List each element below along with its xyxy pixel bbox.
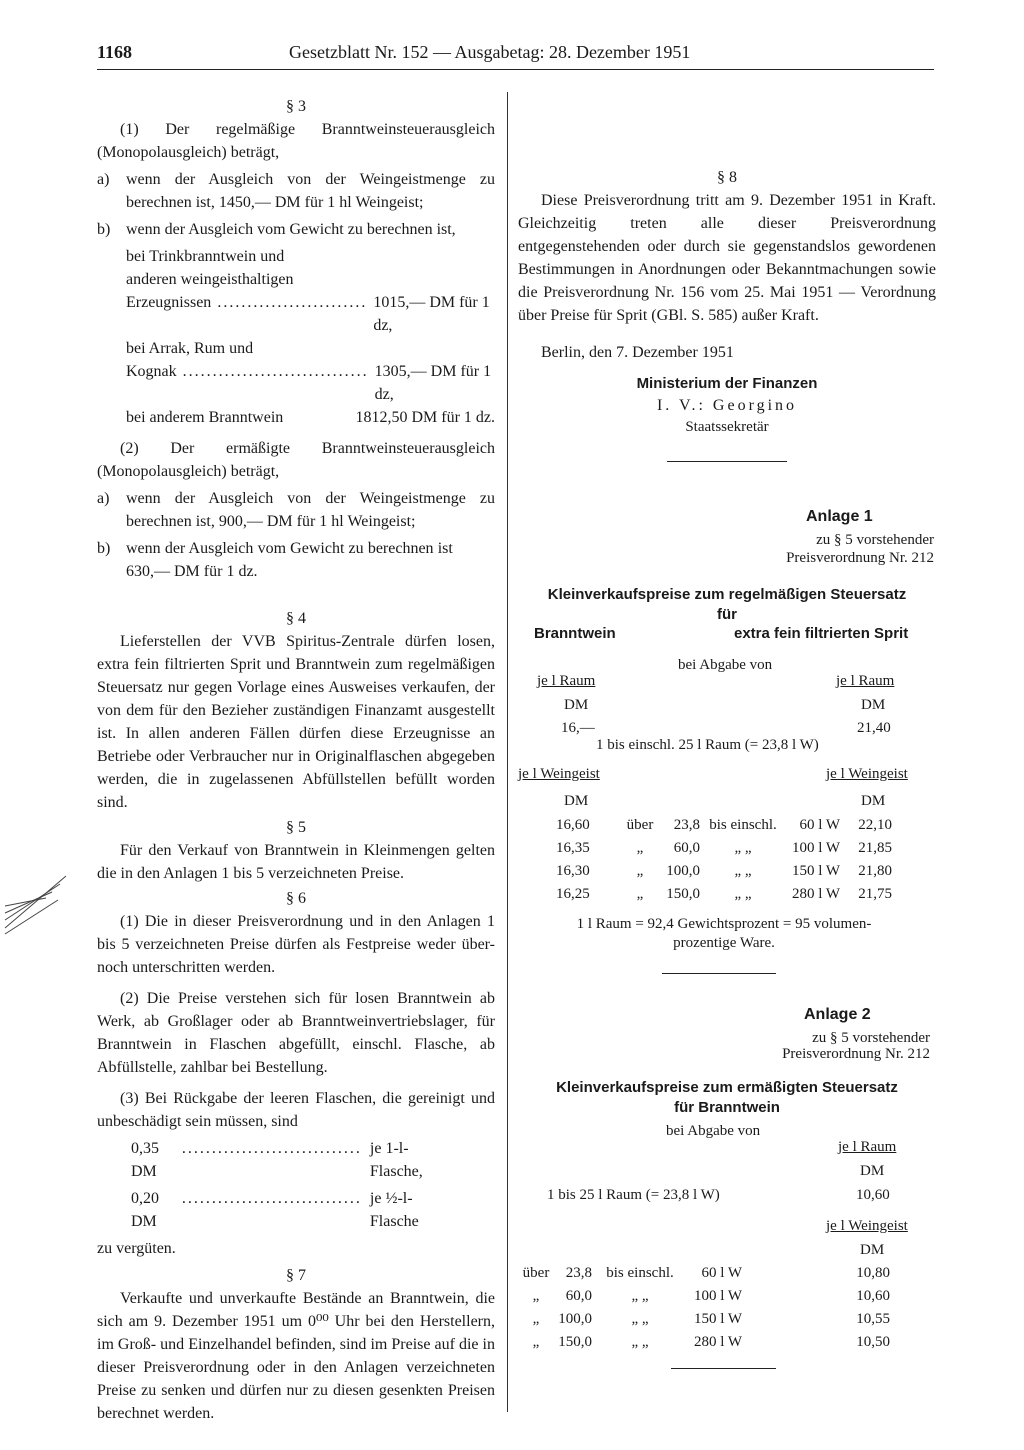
table-row <box>518 1331 934 1354</box>
section-3-rates: bei Trinkbranntwein und anderen weingeisthaltigen Erzeugnissen ......................... 1015,— DM für 1 dz, bei Arrak, Rum und Kognak ............................... 1305,— DM für 1 dz, bei anderem Branntwein 1812,50 DM für 1 dz. <box>97 245 495 429</box>
table-cell: 60 l W <box>799 817 840 833</box>
price-cell: 22,10 <box>858 817 892 833</box>
price-cell: 10,55 <box>856 1311 890 1327</box>
signature-block <box>518 374 936 437</box>
table-cell: 150,0 <box>558 1334 592 1350</box>
place-date: Berlin, den 7. Dezember 1951 <box>541 344 734 361</box>
table-cell: „ „ <box>631 1334 649 1350</box>
table-cell: 60,0 <box>673 840 700 856</box>
table-row <box>518 860 934 883</box>
table-cell: „ <box>532 1334 540 1350</box>
section-7-text: Verkaufte und unverkaufte Bestände an Branntwein, die sich am 9. Dezember 1951 um 0⁰⁰ Uhr bei den Herstellern, im Groß- und Einzelhandel befinden, sind im Preise auf die in dieser Preisverordnung oder in den Anlagen verzeichneten Preise zu senken und dürfen nur zu diesen gesenkten Preisen berechnet werden. <box>97 1290 495 1422</box>
table-cell: 280 l W <box>791 886 840 902</box>
section-6-para-2: (2) Die Preise verstehen sich für losen Branntwein ab Werk, ab Großlager oder ab Branntweinvertriebslager, für Branntwein in Flaschen abgefüllt, einschl. Flasche, ab Abfüllstelle, zahlbar bei Bestellung. <box>97 990 495 1076</box>
section-6-para-3: (3) Bei Rückgabe der leeren Flaschen, die gereinigt und unbeschädigt sein müssen, sind <box>97 1090 495 1130</box>
table-cell: 23,8 <box>673 817 700 833</box>
table-cell: 100,0 <box>666 863 700 879</box>
anlage-1-table <box>518 814 934 914</box>
table-cell: „ „ <box>734 886 752 902</box>
price-cell: 10,80 <box>856 1265 890 1281</box>
price-cell: 21,80 <box>858 863 892 879</box>
column-sprit: extra fein filtrierten Sprit <box>734 625 909 642</box>
section-5-heading: § 5 <box>286 819 306 836</box>
price-cell: 16,35 <box>556 840 590 856</box>
section-8-text: Diese Preisverordnung tritt am 9. Dezember 1951 in Kraft. Gleichzeitig treten alle dieser Preisverordnung entgegenstehenden oder durch sie gegenstandslos gewordenen Bestimmungen in Anordnungen oder Bekanntmachungen sowie die Preisverordnung Nr. 156 vom 25. Mai 1951 — Verordnung über Preise für Sprit (GBl. S. 585) außer Kraft. <box>518 192 936 324</box>
section-6-heading: § 6 <box>286 890 306 907</box>
rate-row: bei anderem Branntwein 1812,50 DM für 1 dz. <box>126 409 495 426</box>
table-cell: „ <box>636 863 644 879</box>
table-cell: bis einschl. <box>709 817 777 833</box>
table-cell: „ „ <box>734 840 752 856</box>
anlage-2-table <box>518 1262 934 1358</box>
refund-row: 0,35 DM .............................. je 1-l-Flasche, <box>131 1140 423 1180</box>
section-3-item-b: b) wenn der Ausgleich vom Gewicht zu berechnen ist, <box>97 221 456 238</box>
anlage-1-title: Anlage 1 <box>806 508 873 525</box>
table-cell: „ <box>532 1311 540 1327</box>
table-cell: über <box>522 1265 550 1281</box>
separator-rule <box>667 461 787 462</box>
column-divider <box>507 92 508 1412</box>
anlage-2-title: Anlage 2 <box>804 1006 871 1023</box>
anlage-1-heading: Kleinverkaufspreise zum regelmäßigen Steuersatz <box>547 586 907 603</box>
document-page: 1168 Gesetzblatt Nr. 152 — Ausgabetag: 28. Dezember 1951 § 3 (1) Der regelmäßige Branntweinsteuerausgleich (Monopolausgleich) beträgt, a) wenn der Ausgleich von der Weingeistmenge zu berechnen ist, 1450,— DM für 1 hl Weingeist; b) wenn der Ausgleich vom Gewicht zu berechnen ist, bei Trinkbranntwein und anderen weingeisthaltigen Erzeugnissen ......................... 1015,— DM für 1 dz, bei Arrak, Rum und Kognak ............................... 1305,— DM für 1 dz, bei anderem Branntwein 1812,50 DM für 1 dz. (2) Der ermäßigte Branntweinsteuerausgleich (Monopolausgleich) beträgt, a) wenn der Ausgleich von der Weingeistmenge zu berechnen ist, 900,— DM für 1 hl Weingeist; b) wenn der Ausgleich vom Gewicht zu berechnen ist 630,— DM für 1 dz. § 4 Lieferstellen der VVB Spiritus-Zentrale dürfen losen, extra fein filtrierten Sprit und Branntwein zum regelmäßigen Steuersatz nur gegen Vorlage eines Ausweises verkaufen, der von dem für den Bezieher zuständigen Finanzamt ausgestellt ist. In allen anderen Fällen dürfen diese Erzeugnisse an Betriebe oder Verbraucher nur in Originalflaschen abgegeben werden, die in zugelassenen Abfüllstellen befüllt worden sind. § 5 Für den Verkauf von Branntwein in Kleinmengen gelten die in den Anlagen 1 bis 5 verzeichneten Preise. § 6 (1) Die in dieser Preisverordnung und in den Anlagen 1 bis 5 verzeichneten Preise dürfen als Festpreise weder über- noch unterschritten werden. (2) Die Preise verstehen sich für losen Branntwein ab Werk, ab Großlager oder ab Branntweinvertriebslager, für Branntwein in Flaschen abgefüllt, einschl. Flasche, ab Abfüllstelle, zahlbar bei Bestellung. (3) Bei Rückgabe der leeren Flaschen, die gereinigt und unbeschädigt sein müssen, sind 0,35 DM .............................. je 1-l-Flasche, 0,20 DM .............................. je ½-l-Flasche zu vergüten. § 7 Verkaufte und unverkaufte Bestände an Branntwein, die sich am 9. Dezember 1951 um 0⁰⁰ Uhr bei den Herstellern, im Groß- und Einzelhandel befinden, sind im Preise auf die in dieser Preisverordnung oder in den Anlagen verzeichneten Preise zu senken und dürfen nur zu diesen gesenkten Preisen berechnet werden. § 8 Diese Preisverordnung tritt am 9. Dezember 1951 in Kraft. Gleichzeitig treten alle dieser Preisverordnung entgegenstehenden oder durch sie gegenstandslos gewordenen Bestimmungen in Anordnungen oder Bekanntmachungen sowie die Preisverordnung Nr. 156 vom 25. Mai 1951 — Verordnung über Preise für Sprit (GBl. S. 585) außer Kraft. Berlin, den 7. Dezember 1951 Ministerium der Finanzen I. V.: Georgino Staatssekretär Anlage 1 zu § 5 vorstehender Preisverordnung Nr. 212 Kleinverkaufspreise zum regelmäßigen Steuersatz für Branntwein extra fein filtrierten Sprit bei Abgabe von je l Raum je l Raum DM DM 16,— 21,40 1 bis einschl. 25 l Raum (= 23,8 l W) je l Weingeist je l Weingeist DM DM 16,60 über 23,8 bis einschl. 60 l W 22,10 16,35 „ 60,0 „ „ 100 l W 21,85 16,30 „ 100,0 „ „ 150 l W 21,80 16,25 „ 150,0 „ „ 280 l W 21,75 1 l Raum = 92,4 Gewichtsprozent = 95 volumen- prozentige Ware. Anlage 2 zu § 5 vorstehender Preisverordnung Nr. 212 Kleinverkaufspreise zum ermäßigten Steuersatz für Branntwein bei Abgabe von je l Raum DM 1 bis 25 l Raum (= 23,8 l W) 10,60 je l Weingeist DM über 23,8 bis einschl. 60 l W 10,80 „ 60,0 „ „ 100 l W 10,60 „ 100,0 „ „ 150 l W 10,55 „ 150,0 „ „ 280 l W 10,50 <box>0 0 1024 1450</box>
left-column <box>97 95 495 1425</box>
price-cell: 10,60 <box>856 1288 890 1304</box>
rate-row: Kognak ............................... 1305,— DM für 1 dz, <box>126 363 492 403</box>
table-row <box>518 1285 934 1308</box>
signer-role: Staatssekretär <box>685 419 769 435</box>
right-column <box>518 96 936 462</box>
section-3-heading: § 3 <box>286 98 306 115</box>
table-row <box>518 814 934 837</box>
table-row <box>518 1262 934 1285</box>
margin-mark <box>0 870 70 940</box>
price-cell: 10,60 <box>856 1187 890 1203</box>
table-cell: 100,0 <box>558 1311 592 1327</box>
table-cell: „ „ <box>734 863 752 879</box>
section-3-para-1: (1) Der regelmäßige Branntweinsteuerausgleich (Monopolausgleich) beträgt, <box>97 121 495 161</box>
table-cell: „ <box>636 886 644 902</box>
section-3-item-c: a) wenn der Ausgleich von der Weingeistmenge zu berechnen ist, 900,— DM für 1 hl Weingeist; <box>97 490 495 530</box>
price-cell: 16,30 <box>556 863 590 879</box>
ministry-name: Ministerium der Finanzen <box>636 375 818 392</box>
table-cell: 100 l W <box>791 840 840 856</box>
table-cell: 100 l W <box>693 1288 742 1304</box>
table-cell: „ <box>636 840 644 856</box>
section-4-heading: § 4 <box>286 610 306 627</box>
column-branntwein: Branntwein <box>534 625 616 642</box>
section-6-para-1: (1) Die in dieser Preisverordnung und in den Anlagen 1 bis 5 verzeichneten Preise dürfen als Festpreise weder über- noch unterschritten werden. <box>97 913 495 976</box>
refund-row: 0,20 DM .............................. je ½-l-Flasche <box>131 1190 419 1230</box>
section-3-para-2: (2) Der ermäßigte Branntweinsteuerausgleich (Monopolausgleich) beträgt, <box>97 440 495 480</box>
table-cell: 280 l W <box>693 1334 742 1350</box>
page-number: 1168 <box>97 42 133 62</box>
section-8-heading: § 8 <box>717 169 737 186</box>
table-cell: 150 l W <box>791 863 840 879</box>
table-cell: 150 l W <box>693 1311 742 1327</box>
table-row <box>518 1308 934 1331</box>
price-cell: 16,60 <box>556 817 590 833</box>
table-cell: 60,0 <box>565 1288 592 1304</box>
section-4-text: Lieferstellen der VVB Spiritus-Zentrale dürfen losen, extra fein filtrierten Sprit und Branntwein zum regelmäßigen Steuersatz nur gegen Vorlage eines Ausweises verkaufen, der von dem für den Bezieher zuständigen Finanzamt ausgestellt ist. In allen anderen Fällen dürfen diese Erzeugnisse an Betriebe oder Verbraucher nur in Originalflaschen abgegeben werden, die in zugelassenen Abfüllstellen befüllt worden sind. <box>97 633 495 811</box>
price-cell: 21,40 <box>857 720 891 736</box>
table-cell: über <box>626 817 654 833</box>
page-header <box>97 37 934 70</box>
table-cell: „ „ <box>631 1288 649 1304</box>
table-row <box>518 883 934 906</box>
section-5-text: Für den Verkauf von Branntwein in Kleinmengen gelten die in den Anlagen 1 bis 5 verzeichneten Preise. <box>97 842 495 882</box>
table-cell: „ „ <box>631 1311 649 1327</box>
price-cell: 16,25 <box>556 886 590 902</box>
table-cell: 150,0 <box>666 886 700 902</box>
price-cell: 16,— <box>561 720 595 736</box>
price-cell: 21,75 <box>858 886 892 902</box>
separator-rule <box>662 973 776 974</box>
bottle-refund-list <box>97 1137 441 1233</box>
price-cell: 21,85 <box>858 840 892 856</box>
table-cell: 23,8 <box>565 1265 592 1281</box>
section-6-end: zu vergüten. <box>97 1240 176 1257</box>
section-3-item-d: b) wenn der Ausgleich vom Gewicht zu berechnen ist 630,— DM für 1 dz. <box>97 540 453 580</box>
table-cell: bis einschl. <box>606 1265 674 1281</box>
section-3-item-a: a) wenn der Ausgleich von der Weingeistmenge zu berechnen ist, 1450,— DM für 1 hl Weingeist; <box>97 171 495 211</box>
separator-rule <box>671 1368 776 1369</box>
table-cell: „ <box>532 1288 540 1304</box>
anlage-2-heading: Kleinverkaufspreise zum ermäßigten Steuersatz <box>556 1079 898 1096</box>
gazette-title: Gesetzblatt Nr. 152 — Ausgabetag: 28. Dezember 1951 <box>289 42 691 62</box>
rate-row: Erzeugnissen ......................... 1015,— DM für 1 dz, <box>126 294 490 334</box>
signer-name: I. V.: Georgino <box>656 397 798 414</box>
table-row <box>518 837 934 860</box>
table-cell: 60 l W <box>701 1265 742 1281</box>
price-cell: 10,50 <box>856 1334 890 1350</box>
section-7-heading: § 7 <box>286 1267 306 1284</box>
